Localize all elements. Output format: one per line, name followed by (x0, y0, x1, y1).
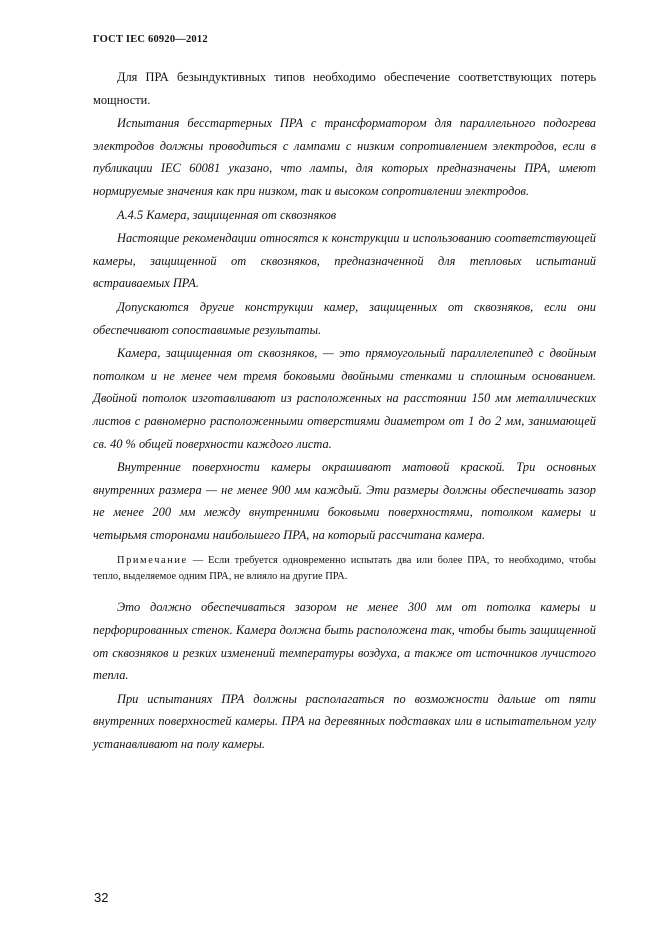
note-text: Если требуется одновременно испытать два или более ПРА, то необходимо, чтобы тепло, выделяемое одним ПРА, не влияло на другие ПРА. (93, 555, 596, 582)
paragraph-other-designs: Допускаются другие конструкции камер, защищенных от сквозняков, если они обеспечивают сопоставимые результаты. (93, 299, 596, 337)
paragraph-power-losses: Для ПРА безындуктивных типов необходимо обеспечение соответствующих потерь мощности. (93, 70, 596, 107)
paragraph-starterless-ballasts: Испытания бесстартерных ПРА с трансформатором для параллельного подогрева электродов должны проводиться с лампами с низким сопротивлением электродов, если в публикации IEC 60081 указано, что лампы, для которых предназначены ПРА, имеют нормируемые значения как при низком, так и высоком сопротивлении электродов. (93, 116, 596, 198)
document-header: ГОСТ IEC 60920—2012 (93, 34, 208, 45)
paragraph-chamber-construction: Камера, защищенная от сквозняков, — это прямоугольный параллелепипед с двойным потолком и не менее чем тремя боковыми двойными стенками и сплошным основанием. Двойной потолок изготавливают из расположенных на расстоянии 150 мм металлических листов с равномерно расположенными отверстиями диаметром от 1 до 2 мм, занимающей св. 40 % общей поверхности каждого листа. (93, 346, 596, 451)
note-label: Примечание (117, 555, 188, 567)
paragraph-recommendations: Настоящие рекомендации относятся к конструкции и использованию соответствующей камеры, защищенной от сквозняков, предназначенной для тепловых испытаний встраиваемых ПРА. (93, 231, 596, 291)
section-heading-a-4-5: А.4.5 Камера, защищенная от сквозняков (117, 207, 337, 222)
note-separator: — (187, 555, 209, 567)
paragraph-clearance: Это должно обеспечиваться зазором не менее 300 мм от потолка камеры и перфорированных стенок. Камера должна быть расположена так, чтобы быть защищенной от сквозняков и резких изменений температуры воздуха, а также от источников лучистого тепла. (93, 600, 596, 683)
page-number: 32 (94, 890, 109, 905)
paragraph-inner-surfaces: Внутренние поверхности камеры окрашивают матовой краской. Три основных внутренних размера — не менее 900 мм каждый. Эти размеры должны обеспечивать зазор не менее 200 мм между внутренними боковыми поверхностями, потолком камеры и четырьмя сторонами наибольшего ПРА, на который рассчитана камера. (93, 460, 596, 542)
paragraph-ballast-placement: При испытаниях ПРА должны располагаться по возможности дальше от пяти внутренних поверхностей камеры. ПРА на деревянных подставках или в испытательном углу устанавливают на полу камеры. (93, 691, 596, 752)
note (93, 553, 596, 584)
page-content (93, 66, 596, 756)
